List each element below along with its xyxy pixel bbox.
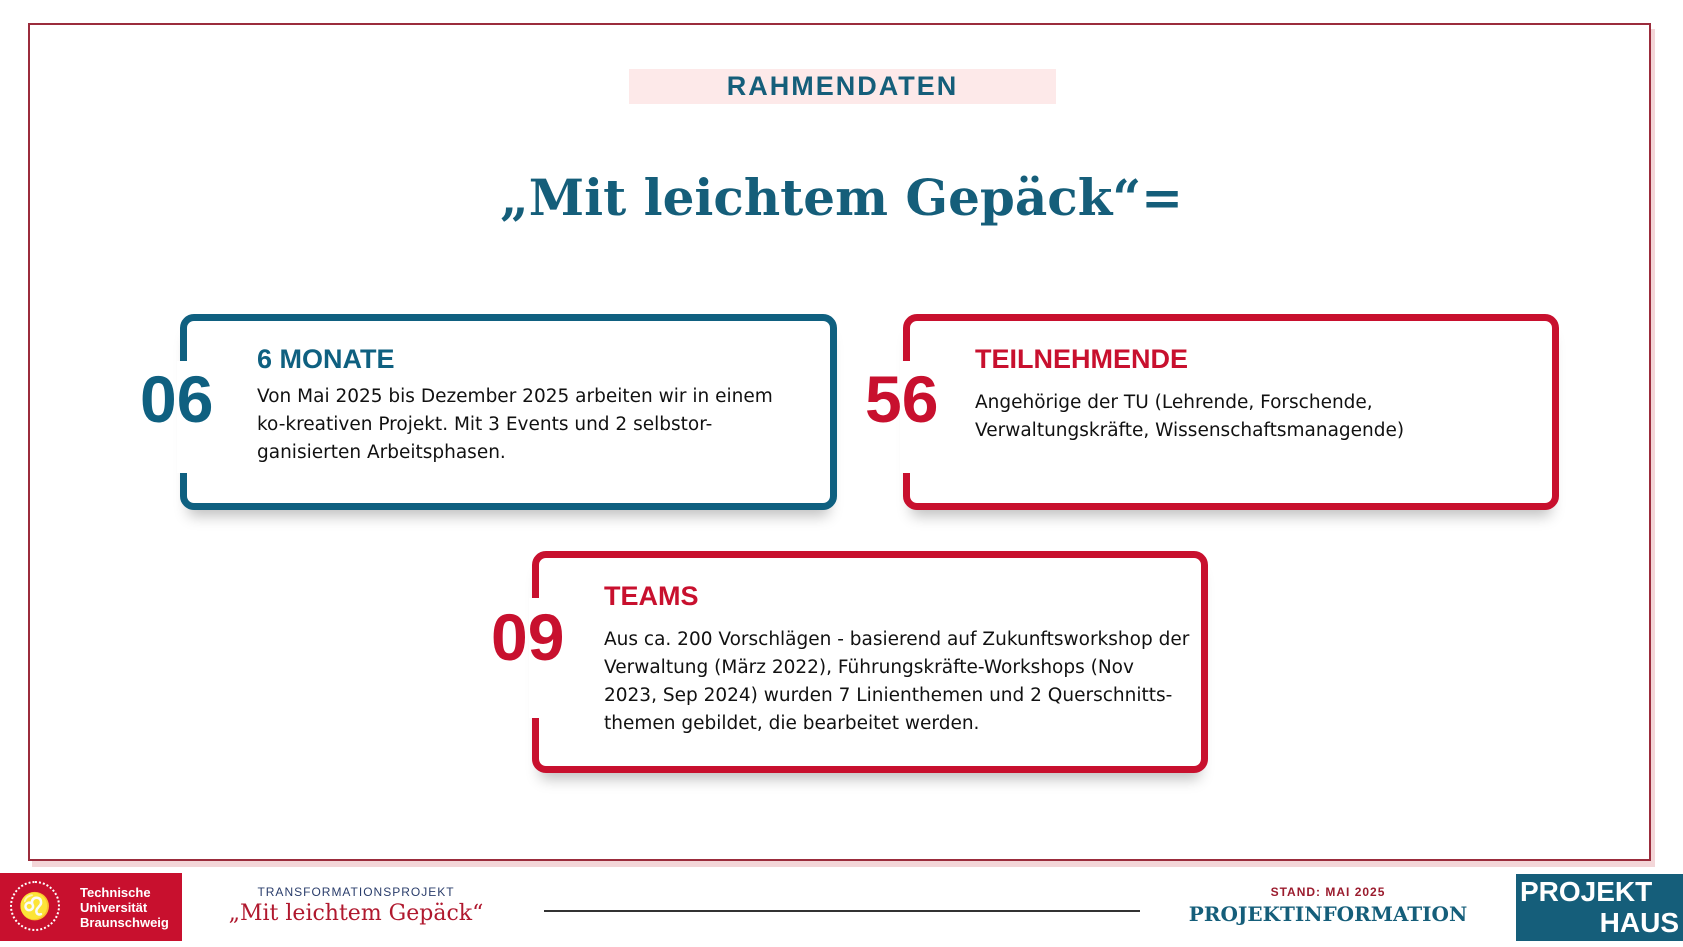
card-heading: 6 MONATE xyxy=(257,344,395,374)
card-line: Aus ca. 200 Vorschlägen - basierend auf Zukunftsworkshop der xyxy=(604,629,1190,650)
tu-logo-line: Universität xyxy=(80,900,148,915)
card-line: Angehörige der TU (Lehrende, Forschende, xyxy=(975,392,1373,413)
card-number: 56 xyxy=(865,362,939,436)
card-body xyxy=(604,626,1189,738)
document-type: PROJEKTINFORMATION xyxy=(1188,902,1468,926)
project-label: TRANSFORMATIONSPROJEKT xyxy=(257,885,455,899)
tu-logo-line: Technische xyxy=(80,885,151,900)
card-line: Verwaltungskräfte, Wissenschaftsmanagende) xyxy=(975,420,1405,441)
logo-line: PROJEKT xyxy=(1520,876,1653,907)
card-heading: TEILNEHMENDE xyxy=(975,344,1189,374)
card-number: 09 xyxy=(491,600,565,674)
page-title: „Mit leichtem Gepäck“= xyxy=(499,168,1184,227)
card-line: themen gebildet, die bearbeitet werden. xyxy=(604,713,980,734)
card-line: ko-kreativen Projekt. Mit 3 Events und 2 selbstor- xyxy=(257,414,713,435)
card-line: Verwaltung (März 2022), Führungskräfte-Workshops (Nov xyxy=(604,657,1134,678)
tu-logo-line: Braunschweig xyxy=(80,915,169,930)
card-line: Von Mai 2025 bis Dezember 2025 arbeiten wir in einem xyxy=(257,386,773,407)
card-line: 2023, Sep 2024) wurden 7 Linienthemen und 2 Querschnitts- xyxy=(604,685,1173,706)
tu-braunschweig-logo xyxy=(0,873,182,941)
tu-logo-text xyxy=(80,885,169,930)
lion-seal-icon: ♌ xyxy=(10,881,60,931)
card-heading: TEAMS xyxy=(604,581,699,611)
project-name: „Mit leichtem Gepäck“ xyxy=(228,901,484,926)
status-date: STAND: MAI 2025 xyxy=(1270,885,1386,899)
card-body xyxy=(975,389,1404,445)
logo-line: HAUS xyxy=(1599,907,1679,938)
section-tag: RAHMENDATEN xyxy=(629,69,1056,104)
card-body xyxy=(257,383,773,467)
card-line: ganisierten Arbeitsphasen. xyxy=(257,442,506,463)
card-number: 06 xyxy=(140,362,214,436)
projekthaus-logo xyxy=(1516,874,1683,941)
footer-divider xyxy=(544,910,1140,912)
